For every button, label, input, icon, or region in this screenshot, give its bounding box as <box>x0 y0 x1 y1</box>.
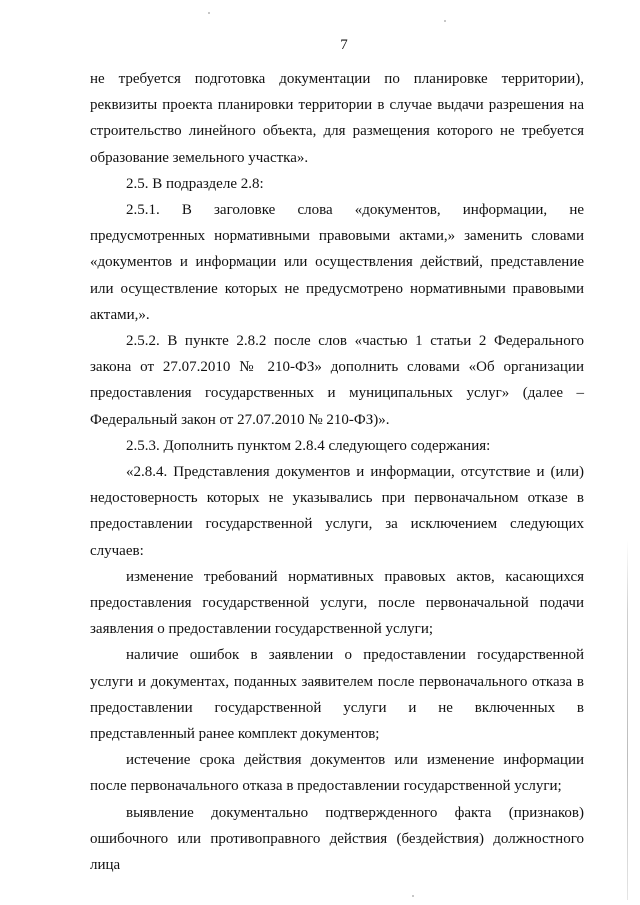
scan-speck <box>208 12 210 14</box>
paragraph: изменение требований нормативных правовых актов, касающихся предоставления государственной услуги, после первоначальной подачи заявления о предоставлении государственной услуги; <box>90 568 584 638</box>
page-number: 7 <box>340 37 348 53</box>
paragraph: 2.5.3. Дополнить пунктом 2.8.4 следующего содержания: <box>126 437 491 454</box>
paragraph: наличие ошибок в заявлении о предоставлении государственной услуги и документах, поданных заявителем после первоначального отказа в предоставлении государственной услуги и не включенных в представленный ранее комплект документов; <box>90 647 584 743</box>
scan-speck <box>412 895 414 897</box>
paragraph: не требуется подготовка документации по планировке территории), реквизиты проекта планировки территории в случае выдачи разрешения на строительство линейного объекта, для размещения которого не требуется образование земельного участка». <box>90 71 584 166</box>
document-body <box>90 66 584 878</box>
paragraph: выявление документально подтвержденного факта (признаков) ошибочного или противоправного действия (бездействия) должностного лица <box>90 804 584 874</box>
paragraph: 2.5.2. В пункте 2.8.2 после слов «частью 1 статьи 2 Федерального закона от 27.07.2010 № 210-ФЗ» дополнить словами «Об организации предоставления государственных и муниципальных услуг» (далее – Федеральный закон от 27.07.2010 № 210-ФЗ)». <box>90 333 584 428</box>
paragraph: «2.8.4. Представления документов и информации, отсутствие и (или) недостоверность которых не указывались при первоначальном отказе в предоставлении государственной услуги, за исключением следующих случаев: <box>90 464 584 559</box>
paragraph: истечение срока действия документов или изменение информации после первоначального отказа в предоставлении государственной услуги; <box>90 752 584 795</box>
scan-edge-artifact <box>627 540 628 900</box>
scan-speck <box>444 20 446 22</box>
paragraph: 2.5. В подразделе 2.8: <box>126 175 264 192</box>
paragraph: 2.5.1. В заголовке слова «документов, информации, не предусмотренных нормативными правовыми актами,» заменить словами «документов и информации или осуществления действий, представление или осуществление которых не предусмотрено нормативными правовыми актами,». <box>90 202 584 323</box>
